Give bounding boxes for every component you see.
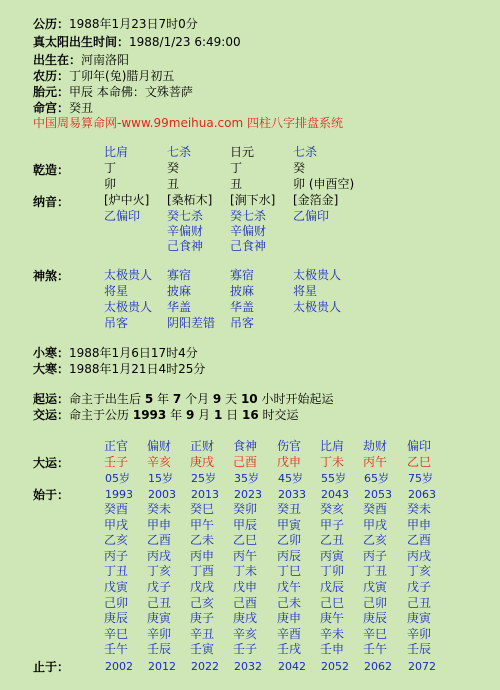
shensha-4-1: 太极贵人 xyxy=(293,268,342,282)
liunian-5-8: 庚申 xyxy=(277,611,302,626)
jiaoyun-month-unit: 月 xyxy=(198,408,211,422)
dayun-age-7: 65岁 xyxy=(364,472,389,485)
liunian-6-8: 庚午 xyxy=(320,611,345,626)
dayun-age-3: 25岁 xyxy=(191,472,216,485)
branch-2: 丑 xyxy=(167,177,180,191)
liunian-1-10: 壬午 xyxy=(104,642,129,657)
solar-row xyxy=(33,16,198,32)
dayun-start-1: 1993 xyxy=(105,488,133,501)
hidden-4-1: 乙偏印 xyxy=(293,209,330,223)
jiaoyun-year: 1993 xyxy=(132,408,167,422)
liunian-8-8: 庚寅 xyxy=(407,611,432,626)
dayun-end-8: 2072 xyxy=(408,660,436,673)
dayun-start-3: 2013 xyxy=(191,488,219,501)
shensha-1-1: 太极贵人 xyxy=(104,268,153,282)
dayun-god-1: 正官 xyxy=(104,439,129,453)
liunian-1-3: 乙亥 xyxy=(104,533,129,548)
liunian-8-3: 乙酉 xyxy=(407,533,432,548)
dayun-pillar-6: 丁未 xyxy=(320,455,345,469)
shensha-2-4: 阴阳差错 xyxy=(167,316,216,330)
stem-3: 丁 xyxy=(230,161,243,175)
dahan-value: 1988年1月21日4时25分 xyxy=(69,362,206,376)
nayin-label: 纳音： xyxy=(33,195,70,209)
hidden-2-3: 己食神 xyxy=(167,239,204,253)
dayun-age-6: 55岁 xyxy=(321,472,346,485)
birthplace-value: 河南洛阳 xyxy=(81,53,130,67)
shensha-2-2: 披麻 xyxy=(167,284,192,298)
end-label: 止于： xyxy=(33,660,70,674)
qiyun-days-unit: 天 xyxy=(225,392,238,406)
liunian-2-4: 丙戌 xyxy=(147,548,172,563)
qiyun-days: 9 xyxy=(212,392,222,406)
birthplace-row xyxy=(33,52,129,68)
jiaoyun-year-unit: 年 xyxy=(170,408,183,422)
lunar-value: 丁卯年(兔)腊月初五 xyxy=(69,69,175,83)
liunian-6-7: 己巳 xyxy=(320,595,345,610)
nayin-2: [桑柘木] xyxy=(167,193,213,207)
stem-4: 癸 xyxy=(293,161,306,175)
liunian-7-4: 丙子 xyxy=(363,548,388,563)
shensha-label: 神煞： xyxy=(33,269,70,283)
liunian-8-5: 丁亥 xyxy=(407,564,432,579)
dayun-age-1: 05岁 xyxy=(105,472,130,485)
liunian-5-5: 丁巳 xyxy=(277,564,302,579)
liunian-7-5: 丁丑 xyxy=(363,564,388,579)
liunian-1-1: 癸酉 xyxy=(104,502,129,516)
true-solar-row xyxy=(33,34,241,50)
liunian-7-2: 甲戌 xyxy=(363,517,388,532)
dayun-age-8: 75岁 xyxy=(408,472,433,485)
dayun-end-3: 2022 xyxy=(191,660,219,673)
liunian-5-7: 己未 xyxy=(277,595,302,610)
liunian-4-8: 庚戌 xyxy=(233,611,258,626)
liunian-3-2: 甲午 xyxy=(190,517,215,532)
hidden-1-1: 乙偏印 xyxy=(104,209,141,223)
liunian-7-7: 己卯 xyxy=(363,595,388,610)
liunian-7-9: 辛巳 xyxy=(363,626,388,641)
liunian-2-2: 甲申 xyxy=(147,517,172,532)
dayun-god-6: 比肩 xyxy=(320,439,345,453)
liunian-6-2: 甲子 xyxy=(320,517,345,532)
liunian-3-1: 癸巳 xyxy=(190,502,215,516)
qiyun-months-unit: 个月 xyxy=(185,392,210,406)
liunian-2-3: 乙酉 xyxy=(147,533,172,548)
shensha-3-4: 吊客 xyxy=(230,316,255,330)
nayin-3: [涧下水] xyxy=(230,193,276,207)
liunian-4-2: 甲辰 xyxy=(233,517,258,532)
jiaoyun-month: 9 xyxy=(185,408,195,422)
dayun-start-2: 2003 xyxy=(148,488,176,501)
branch-3: 丑 xyxy=(230,177,243,191)
dayun-age-4: 35岁 xyxy=(234,472,259,485)
taiyuan-row xyxy=(33,84,193,100)
liunian-2-10: 壬辰 xyxy=(147,642,172,657)
start-label: 始于： xyxy=(33,488,70,502)
liunian-7-10: 壬午 xyxy=(363,642,388,657)
dayun-god-5: 伤官 xyxy=(277,439,302,453)
liunian-1-5: 丁丑 xyxy=(104,564,129,579)
liunian-7-6: 戊寅 xyxy=(363,580,388,594)
liunian-1-7: 己卯 xyxy=(104,595,129,610)
birthplace-label: 出生在： xyxy=(33,53,82,67)
dayun-end-4: 2032 xyxy=(234,660,262,673)
dayun-start-8: 2063 xyxy=(408,488,436,501)
jiaoyun-day-unit: 日 xyxy=(226,408,239,422)
solar-label: 公历： xyxy=(33,17,70,31)
jiaoyun-hour: 16 xyxy=(242,408,259,422)
liunian-8-4: 丙戌 xyxy=(407,548,432,563)
qiyun-years: 5 xyxy=(144,392,154,406)
liunian-6-1: 癸亥 xyxy=(320,502,345,516)
liunian-5-9: 辛酉 xyxy=(277,626,302,641)
qiyun-pre: 命主于出生后 xyxy=(69,392,142,406)
liunian-4-5: 丁未 xyxy=(233,564,258,579)
shensha-4-2: 将星 xyxy=(293,284,318,298)
xiaohan-row xyxy=(33,345,198,361)
liunian-2-8: 庚寅 xyxy=(147,611,172,626)
liunian-4-3: 乙巳 xyxy=(233,533,258,548)
liunian-2-9: 辛卯 xyxy=(147,626,172,641)
dayun-pillar-4: 己酉 xyxy=(233,455,258,469)
jiaoyun-row xyxy=(33,407,299,423)
liunian-2-1: 癸未 xyxy=(147,502,172,516)
tengod-3: 日元 xyxy=(230,145,255,159)
jiaoyun-pre: 命主于公历 xyxy=(69,408,130,422)
liunian-5-3: 乙卯 xyxy=(277,533,302,548)
qiyun-hours: 10 xyxy=(240,392,258,406)
dayun-start-6: 2043 xyxy=(321,488,349,501)
minggong-row xyxy=(33,100,93,116)
shensha-1-3: 太极贵人 xyxy=(104,300,153,314)
dayun-pillar-7: 丙午 xyxy=(363,455,388,469)
solar-value: 1988年1月23日7时0分 xyxy=(69,17,198,31)
site-row xyxy=(33,115,343,131)
liunian-4-10: 壬子 xyxy=(233,642,258,657)
taiyuan-label: 胎元： xyxy=(33,85,70,99)
jiaoyun-day: 1 xyxy=(213,408,223,422)
hidden-2-2: 辛偏财 xyxy=(167,224,204,238)
dayun-pillar-8: 乙巳 xyxy=(407,455,432,469)
dayun-pillar-1: 壬子 xyxy=(104,455,129,469)
liunian-6-4: 丙寅 xyxy=(320,548,345,563)
hidden-3-3: 己食神 xyxy=(230,239,267,253)
liunian-3-4: 丙申 xyxy=(190,548,215,563)
nayin-4: [金箔金] xyxy=(293,193,339,207)
jiaoyun-post: 时交运 xyxy=(262,408,299,422)
tengod-4: 七杀 xyxy=(293,145,318,159)
liunian-8-1: 癸未 xyxy=(407,502,432,516)
shensha-3-1: 寡宿 xyxy=(230,268,255,282)
dahan-label: 大寒： xyxy=(33,362,70,376)
liunian-6-3: 乙丑 xyxy=(320,533,345,548)
dayun-god-3: 正财 xyxy=(190,439,215,453)
liunian-5-6: 戊午 xyxy=(277,580,302,594)
dayun-end-7: 2062 xyxy=(364,660,392,673)
qiyun-post: 小时开始起运 xyxy=(261,392,334,406)
dayun-start-7: 2053 xyxy=(364,488,392,501)
liunian-1-9: 辛巳 xyxy=(104,626,129,641)
shensha-2-3: 华盖 xyxy=(167,300,192,314)
dayun-start-5: 2033 xyxy=(278,488,306,501)
liunian-5-10: 壬戌 xyxy=(277,642,302,657)
shensha-1-2: 将星 xyxy=(104,284,129,298)
liunian-8-9: 辛卯 xyxy=(407,626,432,641)
liunian-6-9: 辛未 xyxy=(320,626,345,641)
dayun-pillar-2: 辛亥 xyxy=(147,455,172,469)
liunian-6-6: 戊辰 xyxy=(320,580,345,594)
shensha-4-3: 太极贵人 xyxy=(293,300,342,314)
liunian-8-7: 己丑 xyxy=(407,595,432,610)
liunian-3-3: 乙未 xyxy=(190,533,215,548)
lunar-label: 农历： xyxy=(33,69,70,83)
hidden-3-2: 辛偏财 xyxy=(230,224,267,238)
nayin-1: [炉中火] xyxy=(104,193,150,207)
hidden-3-1: 癸七杀 xyxy=(230,209,267,223)
branch-4: 卯 (申酉空) xyxy=(293,177,355,191)
liunian-3-9: 辛丑 xyxy=(190,626,215,641)
liunian-6-10: 壬申 xyxy=(320,642,345,657)
branch-1: 卯 xyxy=(104,177,117,191)
liunian-7-1: 癸酉 xyxy=(363,502,388,516)
liunian-5-1: 癸丑 xyxy=(277,502,302,516)
dayun-end-5: 2042 xyxy=(278,660,306,673)
stem-1: 丁 xyxy=(104,161,117,175)
lunar-row xyxy=(33,68,174,84)
dayun-label: 大运： xyxy=(33,456,70,470)
liunian-3-6: 戊戌 xyxy=(190,580,215,594)
liunian-4-7: 己酉 xyxy=(233,595,258,610)
liunian-5-4: 丙辰 xyxy=(277,548,302,563)
dayun-age-5: 45岁 xyxy=(278,472,303,485)
liunian-4-6: 戊申 xyxy=(233,580,258,594)
liunian-3-8: 庚子 xyxy=(190,611,215,626)
dayun-pillar-3: 庚戌 xyxy=(190,455,215,469)
dayun-end-6: 2052 xyxy=(321,660,349,673)
shensha-2-1: 寡宿 xyxy=(167,268,192,282)
liunian-2-5: 丁亥 xyxy=(147,564,172,579)
dayun-age-2: 15岁 xyxy=(148,472,173,485)
stem-2: 癸 xyxy=(167,161,180,175)
liunian-5-2: 甲寅 xyxy=(277,517,302,532)
qiyun-row xyxy=(33,391,334,407)
zao-label: 乾造： xyxy=(33,163,70,177)
qiyun-years-unit: 年 xyxy=(157,392,170,406)
liunian-7-8: 庚辰 xyxy=(363,611,388,626)
site-suffix: 四柱八字排盘系统 xyxy=(247,116,344,130)
jiaoyun-label: 交运： xyxy=(33,408,70,422)
liunian-3-10: 壬寅 xyxy=(190,642,215,657)
site-link[interactable]: 中国周易算命网-www.99meihua.com xyxy=(33,116,244,130)
tengod-1: 比肩 xyxy=(104,145,129,159)
hidden-2-1: 癸七杀 xyxy=(167,209,204,223)
dayun-god-8: 偏印 xyxy=(407,439,432,453)
dayun-end-1: 2002 xyxy=(105,660,133,673)
liunian-4-9: 辛亥 xyxy=(233,626,258,641)
dayun-god-7: 劫财 xyxy=(363,439,388,453)
minggong-value: 癸丑 xyxy=(69,101,94,115)
liunian-4-1: 癸卯 xyxy=(233,502,258,516)
qiyun-label: 起运： xyxy=(33,392,70,406)
liunian-8-6: 戊子 xyxy=(407,580,432,594)
liunian-1-6: 戊寅 xyxy=(104,580,129,594)
liunian-2-7: 己丑 xyxy=(147,595,172,610)
xiaohan-label: 小寒： xyxy=(33,346,70,360)
minggong-label: 命宫： xyxy=(33,101,70,115)
liunian-1-2: 甲戌 xyxy=(104,517,129,532)
shensha-1-4: 吊客 xyxy=(104,316,129,330)
dahan-row xyxy=(33,361,205,377)
dayun-end-2: 2012 xyxy=(148,660,176,673)
liunian-1-8: 庚辰 xyxy=(104,611,129,626)
true-solar-label: 真太阳出生时间： xyxy=(33,35,130,49)
liunian-8-2: 甲申 xyxy=(407,517,432,532)
shensha-3-3: 华盖 xyxy=(230,300,255,314)
dayun-start-4: 2023 xyxy=(234,488,262,501)
qiyun-months: 7 xyxy=(172,392,182,406)
tengod-2: 七杀 xyxy=(167,145,192,159)
taiyuan-value: 甲辰 本命佛：文殊菩萨 xyxy=(69,85,193,99)
dayun-god-4: 食神 xyxy=(233,439,258,453)
liunian-8-10: 壬辰 xyxy=(407,642,432,657)
liunian-4-4: 丙午 xyxy=(233,548,258,563)
liunian-3-5: 丁酉 xyxy=(190,564,215,579)
dayun-pillar-5: 戊申 xyxy=(277,455,302,469)
shensha-3-2: 披麻 xyxy=(230,284,255,298)
liunian-2-6: 戊子 xyxy=(147,580,172,594)
liunian-6-5: 丁卯 xyxy=(320,564,345,579)
liunian-7-3: 乙亥 xyxy=(363,533,388,548)
liunian-3-7: 己亥 xyxy=(190,595,215,610)
true-solar-value: 1988/1/23 6:49:00 xyxy=(129,35,241,49)
xiaohan-value: 1988年1月6日17时4分 xyxy=(69,346,198,360)
liunian-1-4: 丙子 xyxy=(104,548,129,563)
dayun-god-2: 偏财 xyxy=(147,439,172,453)
